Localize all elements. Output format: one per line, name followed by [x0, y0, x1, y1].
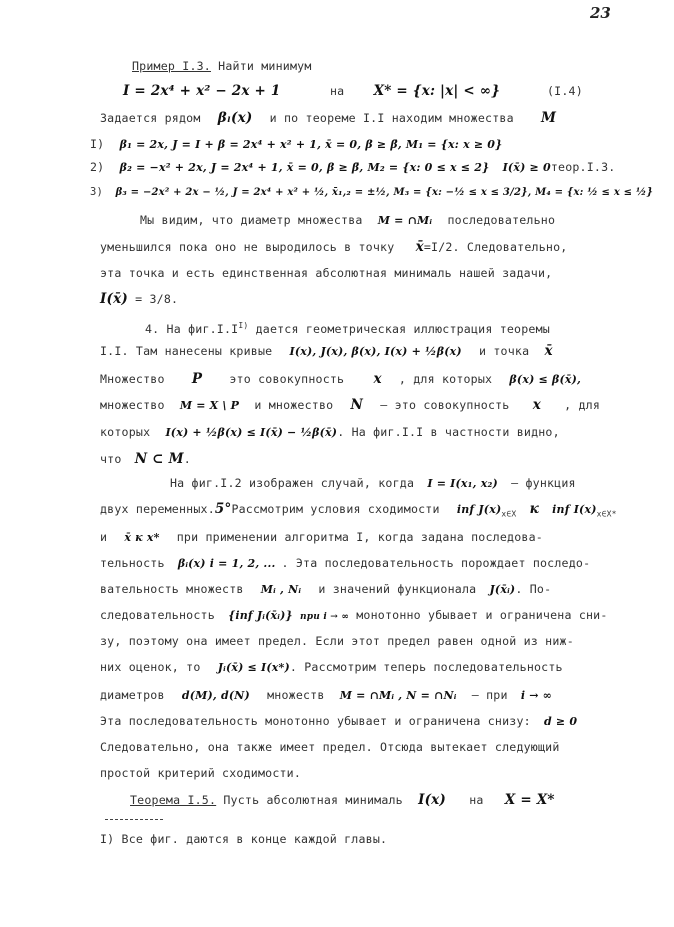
text-line-1: Задается рядом βₗ(x) и по теореме I.I находим множества M [100, 110, 557, 126]
section-4-line-4: множество M = X \ P и множество N – это совокупность x , для [100, 397, 601, 413]
text-line-p4: I(x̄) = 3/8. [100, 291, 179, 307]
case-1: I) β₁ = 2x, J = I + β = 2x⁴ + x² + 1, x̄ = 0, β ≥ β̄, M₁ = {x: x ≥ 0} [90, 137, 503, 151]
para-q2: двух переменных.5°Рассмотрим условия сходимости inf $J(x)_{x\in X}$ к inf $I(x)_{x\in X*}$ [100, 501, 617, 519]
example-domain: на X* = {x: |x| < ∞} [330, 83, 501, 99]
example-title-rest: Найти минимум [218, 59, 312, 73]
section-4-line-6: что N ⊂ M. [100, 451, 191, 467]
para-q4: тельность βᵢ(x) i = 1, 2, ... . Эта последовательность порождает последо- [100, 556, 591, 570]
footnote: I) Все фиг. даются в конце каждой главы. [100, 832, 388, 846]
para-q3: и x̄ к x* при применении алгоритма I, когда задана последова- [100, 530, 543, 544]
para-q9: диаметров d(M), d(N) множеств M = ∩Mᵢ , N = ∩Nᵢ – при i → ∞ [100, 688, 553, 702]
para-q10: Эта последовательность монотонно убывает и ограничена снизу: d ≥ 0 [100, 714, 578, 728]
para-q12: простой критерий сходимости. [100, 766, 302, 780]
example-function: I = 2x⁴ + x² − 2x + 1 [123, 83, 281, 99]
section-4-line-1: 4. На $фиг.I.I^{I)}$ дается геометрическая иллюстрация теоремы [145, 321, 550, 336]
para-q7: зу, поэтому она имеет предел. Если этот предел равен одной из ниж- [100, 634, 574, 648]
para-q11: Следовательно, она также имеет предел. Отсюда вытекает следующий [100, 740, 560, 754]
theorem-title: Теорема I.5. [130, 793, 217, 807]
para-q8: них оценок, то Jᵢ(x̄) ≤ I(x*). Рассмотрим теперь последовательность [100, 660, 563, 674]
text-line-p1: Мы видим, что диаметр множества M = ∩Mᵢ последовательно [140, 213, 556, 227]
para-q1: На фиг.I.2 изображен случай, когда I = I(x₁, x₂) – функция [170, 476, 576, 490]
section-4-line-5: которых I(x) + ½β(x) ≤ I(x̄) − ½β(x̄). На фиг.I.I в частности видно, [100, 425, 560, 439]
section-4-line-2: I.I. Там нанесены кривые I(x), J(x), β(x), I(x) + ½β(x) и точка x̄ [100, 343, 553, 359]
example-title: Пример I.3. [132, 59, 211, 73]
section-4-line-3: Множество P это совокупность x , для которых β(x) ≤ β(x̄), [100, 371, 582, 387]
case-2: 2) β₂ = −x² + 2x, J = 2x⁴ + 1, x̄ = 0, β ≥ β̄, M₂ = {x: 0 ≤ x ≤ 2} I(x̄) ≥ 0теор.I.3. [90, 160, 616, 174]
example-set: X* = {x: |x| < ∞} [373, 83, 501, 99]
equation-number: (I.4) [547, 84, 583, 98]
case-3: 3) β₃ = −2x² + 2x − ½, J = 2x⁴ + x² + ½, x̄₁,₂ = ±½, M₃ = {x: −½ ≤ x ≤ 3/2}, M₄ = {x: ½ ≤ x ≤ ½} [90, 186, 654, 198]
theorem-heading: Теорема I.5. Пусть абсолютная минималь I(x) на X = X* [130, 792, 555, 808]
text-line-p3: эта точка и есть единственная абсолютная минималь нашей задачи, [100, 266, 553, 280]
text-line-p2: уменьшился пока оно не выродилось в точку x̄=I/2. Следовательно, [100, 239, 568, 255]
footnote-divider [105, 819, 163, 820]
para-q5: вательность множеств Mᵢ , Nᵢ и значений функционала J(x̄ᵢ). По- [100, 582, 552, 596]
page-number: 23 [590, 4, 611, 22]
para-q6: следовательность {inf Jᵢ(x̄ᵢ)} при i → ∞ монотонно убывает и ограничена сни- [100, 608, 608, 622]
example-heading [132, 59, 312, 74]
example-function-line [123, 84, 281, 99]
